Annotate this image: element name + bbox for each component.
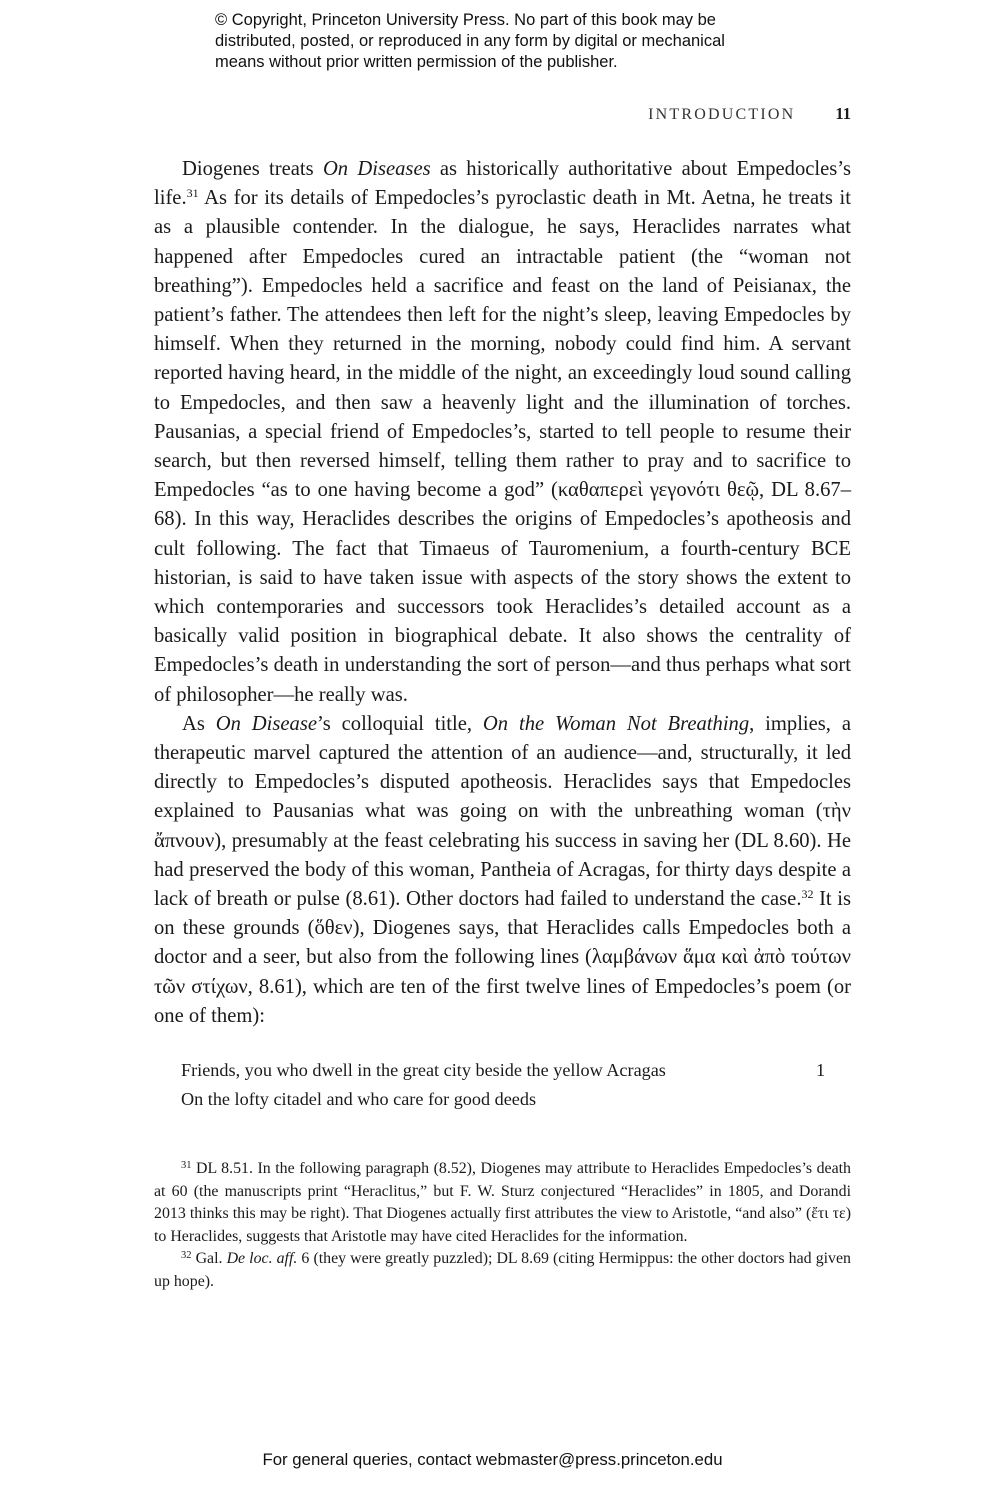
footnote-ref-31: 31: [186, 186, 199, 201]
running-head: [600, 104, 851, 126]
text-run: As for its details of Empedocles’s pyroclastic death in Mt. Aetna, he treats it as a plausible contender. In the dialogue, he says, Heraclides narrates what happened after Empedocles cured an intractable patient (the “woman not breathing”). Empedocles held a sacrifice and feast on the land of Peisianax, the patient’s father. The attendees then left for the night’s sleep, leaving Empedocles by himself. When they returned in the morning, nobody could find him. A servant reported having heard, in the middle of the night, an exceedingly loud sound calling to Empedocles, and then saw a heavenly light and the illumination of torches. Pausanias, a special friend of Empedocles’s, started to tell people to resume their search, but then reversed himself, telling them rather to pray and to sacrifice to Empedocles “as to one having become a god” (καθαπερεὶ γεγονότι θεῷ, DL 8.67–68). In this way, Heraclides describes the origins of Empedocles’s apotheosis and cult following. The fact that Timaeus of Tauromenium, a fourth-century BCE historian, is said to have taken issue with aspects of the story shows the extent to which contemporaries and successors took Heraclides’s detailed account as a basically valid position in biographical debate. It also shows the centrality of Empedocles’s death in understanding the sort of person—and thus perhaps what sort of philosopher—he really was.: [154, 187, 851, 706]
footnote-marker: 31: [181, 1160, 192, 1171]
verse-line-number: 1: [816, 1060, 826, 1080]
footnote-text: Gal.: [191, 1250, 227, 1268]
verse-text: Friends, you who dwell in the great city beside the yellow Acragas: [181, 1060, 666, 1080]
text-run: Diogenes treats: [182, 158, 323, 180]
verse-text: On the lofty citadel and who care for good deeds: [181, 1089, 537, 1109]
cited-title: De loc. aff.: [226, 1250, 298, 1268]
footnote-text: 6 (they were greatly puzzled); DL 8.69 (citing Hermippus: the other doctors had given up hope).: [154, 1250, 851, 1290]
text-run: It is on these grounds (ὅθεν), Diogenes says, that Heraclides calls Empedocles both a doctor and a seer, but also from the following lines (λαμβάνων ἅμα καὶ ἀπὸ τούτων τῶν στίχων, 8.61), which are ten of the first twelve lines of Empedocles’s poem (or one of them):: [154, 888, 851, 1027]
copyright-notice: [215, 10, 835, 73]
footnote-marker: 32: [181, 1250, 192, 1262]
text-run: ’s colloquial title,: [317, 712, 483, 735]
verse-quotation: [181, 1056, 851, 1114]
text-run: As: [182, 712, 216, 735]
body-text: [154, 155, 851, 1031]
paragraph: [154, 155, 851, 710]
copyright-line: means without prior written permission of the publisher.: [215, 53, 618, 71]
footer-contact: For general queries, contact webmaster@press.princeton.edu: [262, 1450, 723, 1469]
verse-line: [181, 1056, 851, 1085]
page-number: 11: [835, 104, 851, 123]
paragraph: [154, 710, 851, 1031]
book-title: On Diseases: [322, 158, 431, 180]
text-run: , implies, a therapeutic marvel captured the attention of an audience—and, structurally, it led directly to Empedocles’s disputed apotheosis. Heraclides says that Empedocles explained to Pausanias what was going on with the unbreathing woman (τὴν ἄπνουν), presumably at the feast celebrating his success in saving her (DL 8.60). He had preserved the body of this woman, Pantheia of Acragas, for thirty days despite a lack of breath or pulse (8.61). Other doctors had failed to understand the case.: [154, 712, 851, 911]
verse-line: [181, 1085, 851, 1114]
running-title: INTRODUCTION: [648, 106, 796, 123]
book-title: On Disease: [215, 712, 318, 735]
footnote-text: DL 8.51. In the following paragraph (8.52), Diogenes may attribute to Heraclides Empedocles’s death at 60 (the manuscripts print “Heraclitus,” but F. W. Sturz conjectured “Heraclides” in 1805, and Dorandi 2013 thinks this may be right). That Diogenes actually first attributes the view to Aristotle, “and also” (ἔτι τε) to Heraclides, suggests that Aristotle may have cited Heraclides for the information.: [154, 1160, 851, 1245]
footnote-31: [154, 1158, 851, 1248]
footnote-ref-32: 32: [801, 887, 814, 902]
footnote-32: [154, 1248, 851, 1293]
text-run: as historically authoritative about Empedocles’s life.: [154, 158, 851, 210]
footnotes: [154, 1158, 851, 1294]
copyright-line: © Copyright, Princeton University Press. No part of this book may be: [215, 11, 716, 29]
book-title: On the Woman Not Breathing: [482, 712, 750, 735]
copyright-line: distributed, posted, or reproduced in any form by digital or mechanical: [215, 32, 725, 50]
